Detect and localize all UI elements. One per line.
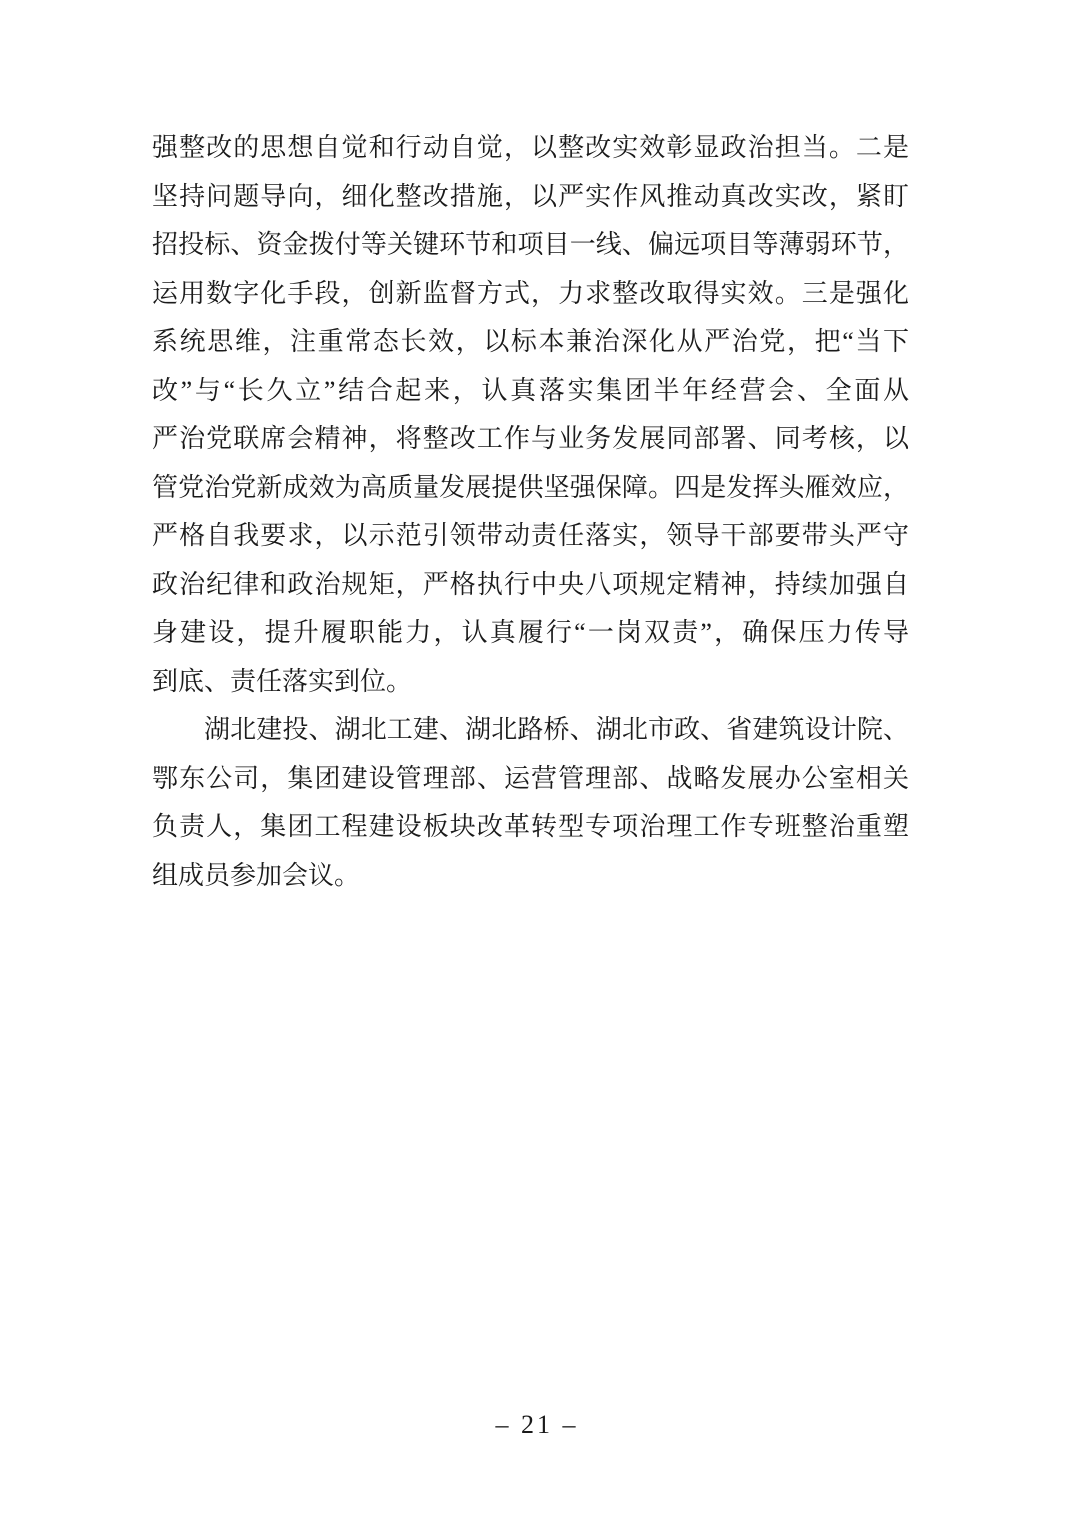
text-line: 身建设，提升履职能力，认真履行“一岗双责”，确保压力传导 [152,618,909,647]
text-line: 坚持问题导向，细化整改措施，以严实作风推动真改实改，紧盯 [152,181,909,211]
page-number: – 21 – [495,1410,579,1439]
text-line: 运用数字化手段，创新监督方式，力求整改取得实效。三是强化 [152,278,909,308]
text-line: 严治党联席会精神，将整改工作与业务发展同部署、同考核，以 [152,424,909,453]
text-line: 政治纪律和政治规矩，严格执行中央八项规定精神，持续加强自 [152,569,909,599]
text-line: 管党治党新成效为高质量发展提供坚强保障。四是发挥头雁效应， [152,472,909,502]
text-line: 鄂东公司，集团建设管理部、运营管理部、战略发展办公室相关 [152,763,909,793]
text-line: 到底、责任落实到位。 [152,666,413,696]
text-line: 负责人，集团工程建设板块改革转型专项治理工作专班整治重塑 [152,812,909,841]
text-line: 招投标、资金拨付等关键环节和项目一线、偏远项目等薄弱环节， [152,230,909,259]
text-line: 严格自我要求，以示范引领带动责任落实，领导干部要带头严守 [152,521,909,550]
text-line: 强整改的思想自觉和行动自觉，以整改实效彰显政治担当。二是 [152,133,909,162]
text-line: 组成员参加会议。 [152,860,361,890]
text-line: 湖北建投、湖北工建、湖北路桥、湖北市政、省建筑设计院、 [204,715,909,744]
text-line: 系统思维，注重常态长效，以标本兼治深化从严治党，把“当下 [152,327,909,356]
body-text [152,124,909,900]
text-line: 改”与“长久立”结合起来，认真落实集团半年经营会、全面从 [152,375,909,405]
